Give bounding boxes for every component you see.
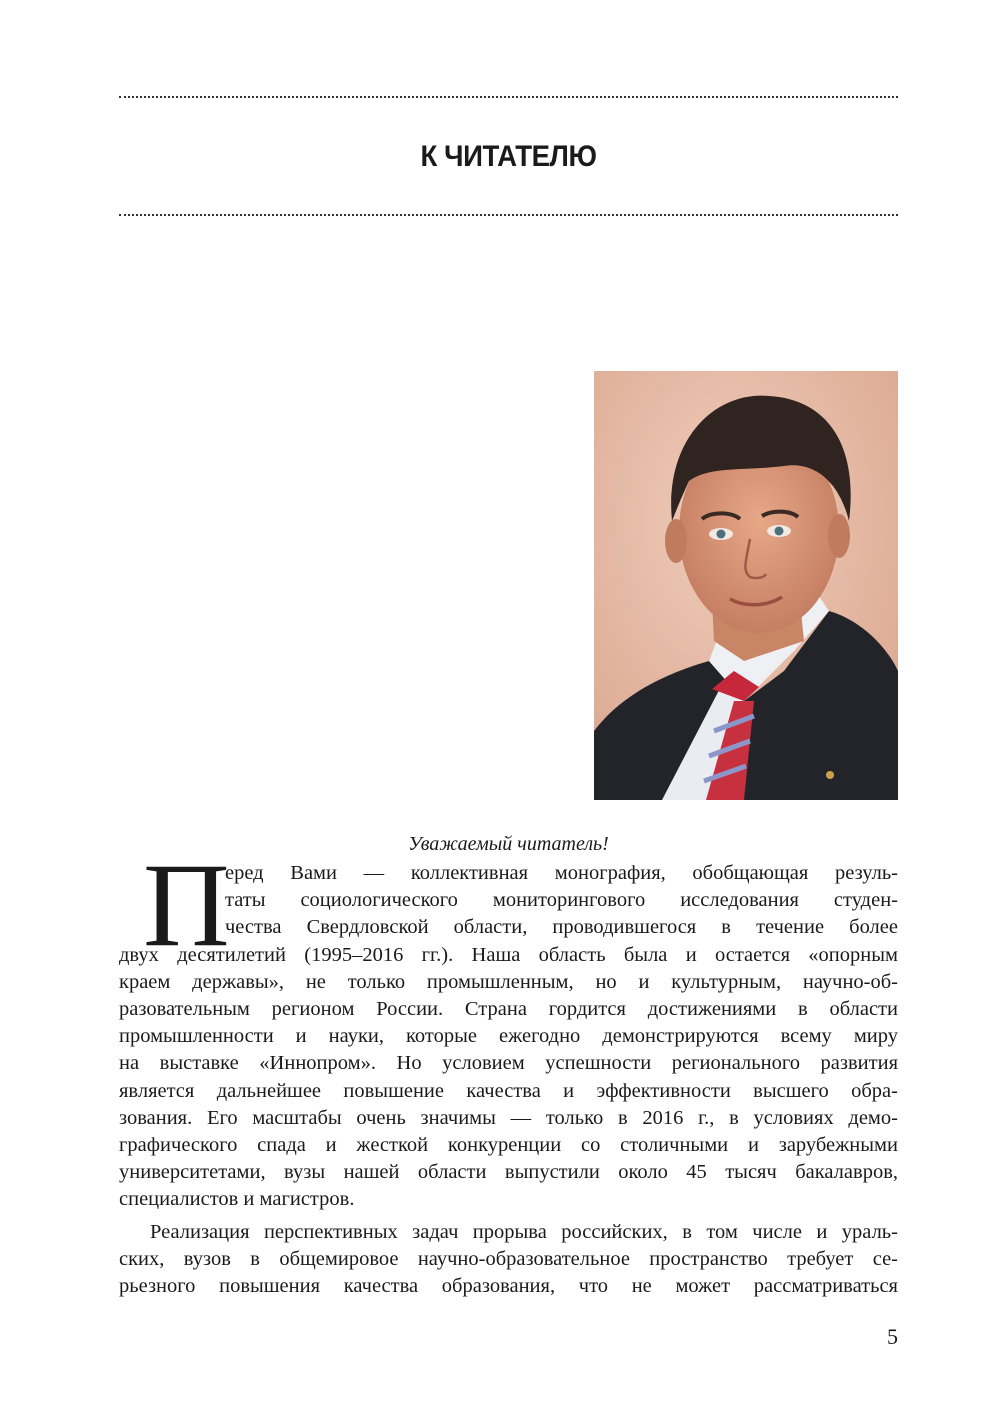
drop-cap: П (143, 838, 230, 971)
text-line: краем державы», не только промышленным, но и культурным, научно-об- (119, 970, 898, 993)
text-line: графического спада и жесткой конкуренции со столичными и зарубежными (119, 1133, 898, 1156)
text-line: разовательным регионом России. Страна гордится достижениями в области (119, 997, 898, 1020)
text-line: зования. Его масштабы очень значимы — только в 2016 г., в условиях демо- (119, 1106, 898, 1129)
text-line: еред Вами — коллективная монография, обобщающая резуль- (225, 862, 898, 884)
text-line: промышленности и науки, которые ежегодно демонстрируются всему миру (119, 1025, 898, 1048)
page-title: К ЧИТАТЕЛЮ (420, 140, 597, 173)
text-line: Реализация перспективных задач прорыва российских, в том числе и ураль- (150, 1221, 898, 1243)
text-line: таты социологического мониторингового исследования студен- (225, 889, 898, 912)
text-line: университетами, вузы нашей области выпустили около 45 тысяч бакалавров, (119, 1161, 898, 1184)
page-number: 5 (887, 1324, 898, 1349)
greeting: Уважаемый читатель! (408, 833, 609, 855)
text-line: является дальнейшее повышение качества и эффективности высшего обра- (119, 1079, 898, 1102)
text-line: двух десятилетий (1995–2016 гг.). Наша область была и остается «опорным (119, 943, 898, 966)
text-line: специалистов и магистров. (119, 1188, 355, 1211)
text-line: на выставке «Иннопром». Но условием успешности регионального развития (119, 1052, 898, 1075)
text-line: рьезного повышения качества образования, что не может рассматриваться (119, 1275, 898, 1298)
top-dotted-divider (119, 96, 898, 98)
paragraph-2 (119, 1219, 898, 1301)
paragraph-1 (119, 860, 898, 1213)
text-line: чества Свердловской области, проводившегося в течение более (225, 916, 898, 939)
text-line: ских, вузов в общемировое научно-образовательное пространство требует се- (119, 1248, 898, 1271)
bottom-dotted-divider (119, 214, 898, 216)
portrait-photo (594, 371, 898, 800)
